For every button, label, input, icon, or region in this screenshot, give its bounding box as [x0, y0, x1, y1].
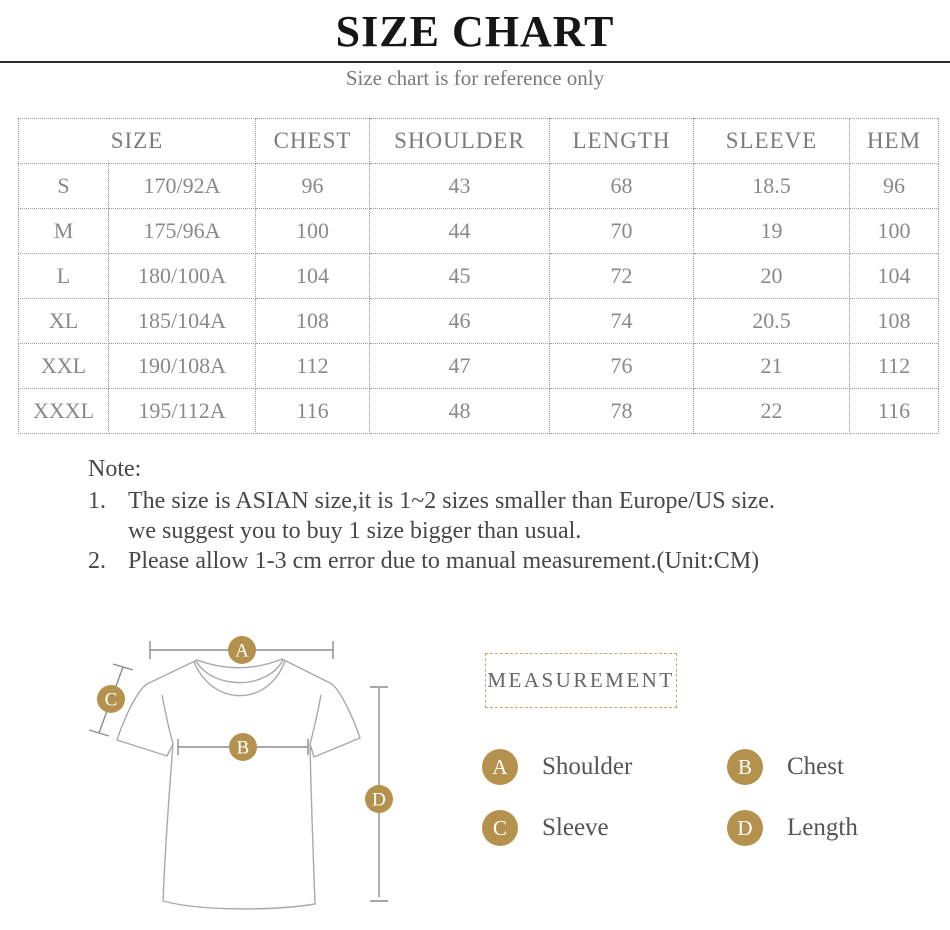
tshirt-outline [117, 659, 360, 909]
marker-d [365, 785, 393, 813]
legend-marker-c: C [482, 810, 518, 846]
legend-item-length [727, 810, 858, 846]
cell-shoulder: 43 [370, 164, 550, 209]
size-table [18, 118, 939, 434]
legend-item-sleeve [482, 810, 609, 846]
cell-length: 78 [550, 389, 694, 434]
table-header-row [19, 119, 939, 164]
marker-a-label: A [235, 640, 249, 662]
cell-length: 74 [550, 299, 694, 344]
cell-length: 76 [550, 344, 694, 389]
cell-spec: 190/108A [109, 344, 256, 389]
cell-size: M [19, 209, 109, 254]
legend-item-chest [727, 749, 844, 785]
cell-sleeve: 20.5 [694, 299, 850, 344]
cell-hem: 108 [850, 299, 939, 344]
cell-spec: 185/104A [109, 299, 256, 344]
cell-size: XXXL [19, 389, 109, 434]
column-header-sleeve: SLEEVE [694, 119, 850, 164]
marker-b-label: B [236, 737, 250, 759]
title-divider [0, 61, 950, 63]
table-row [19, 254, 939, 299]
marker-b [229, 733, 257, 761]
cell-sleeve: 18.5 [694, 164, 850, 209]
note-item-1-line-2: we suggest you to buy 1 size bigger than usual. [128, 518, 582, 544]
cell-chest: 112 [256, 344, 370, 389]
page-title: SIZE CHART [335, 7, 615, 56]
column-header-shoulder: SHOULDER [370, 119, 550, 164]
marker-d-label: D [372, 789, 386, 811]
cell-chest: 96 [256, 164, 370, 209]
cell-length: 68 [550, 164, 694, 209]
note-section [88, 454, 898, 576]
legend-marker-d: D [727, 810, 763, 846]
column-header-hem: HEM [850, 119, 939, 164]
note-item-2-line-1: Please allow 1-3 cm error due to manual measurement.(Unit:CM) [128, 548, 760, 574]
marker-c [97, 685, 125, 713]
cell-shoulder: 46 [370, 299, 550, 344]
column-header-chest: CHEST [256, 119, 370, 164]
cell-sleeve: 21 [694, 344, 850, 389]
cell-chest: 100 [256, 209, 370, 254]
cell-shoulder: 45 [370, 254, 550, 299]
cell-shoulder: 44 [370, 209, 550, 254]
note-item-2 [88, 546, 898, 576]
note-item-number: 2. [88, 548, 106, 574]
table-row [19, 344, 939, 389]
legend-label-sleeve: Sleeve [542, 814, 609, 841]
tshirt-measurement-diagram [80, 615, 400, 915]
cell-spec: 170/92A [109, 164, 256, 209]
note-item-text [128, 486, 898, 546]
cell-shoulder: 47 [370, 344, 550, 389]
legend-marker-a: A [482, 749, 518, 785]
legend-item-shoulder [482, 749, 632, 785]
table-row [19, 209, 939, 254]
table-row [19, 299, 939, 344]
cell-sleeve: 19 [694, 209, 850, 254]
cell-spec: 180/100A [109, 254, 256, 299]
note-item-1 [88, 486, 898, 546]
cell-chest: 108 [256, 299, 370, 344]
cell-size: XXL [19, 344, 109, 389]
cell-size: XL [19, 299, 109, 344]
cell-chest: 104 [256, 254, 370, 299]
note-item-number: 1. [88, 488, 106, 514]
cell-length: 72 [550, 254, 694, 299]
cell-length: 70 [550, 209, 694, 254]
cell-sleeve: 20 [694, 254, 850, 299]
cell-chest: 116 [256, 389, 370, 434]
table-row [19, 389, 939, 434]
note-label: Note: [88, 456, 142, 482]
page-subtitle: Size chart is for reference only [345, 66, 605, 90]
cell-size: L [19, 254, 109, 299]
column-header-length: LENGTH [550, 119, 694, 164]
cell-hem: 112 [850, 344, 939, 389]
cell-sleeve: 22 [694, 389, 850, 434]
cell-spec: 175/96A [109, 209, 256, 254]
cell-hem: 96 [850, 164, 939, 209]
legend-label-length: Length [787, 814, 858, 841]
cell-shoulder: 48 [370, 389, 550, 434]
marker-a [228, 636, 256, 664]
cell-size: S [19, 164, 109, 209]
table-row [19, 164, 939, 209]
legend-label-chest: Chest [787, 753, 844, 780]
measurement-legend-box: MEASUREMENT [485, 653, 677, 708]
legend-label-shoulder: Shoulder [542, 753, 633, 780]
cell-hem: 104 [850, 254, 939, 299]
legend-marker-b: B [727, 749, 763, 785]
column-header-size: SIZE [19, 119, 256, 164]
cell-hem: 100 [850, 209, 939, 254]
marker-c-label: C [104, 689, 118, 711]
note-item-1-line-1: The size is ASIAN size,it is 1~2 sizes smaller than Europe/US size. [128, 488, 775, 514]
cell-spec: 195/112A [109, 389, 256, 434]
cell-hem: 116 [850, 389, 939, 434]
